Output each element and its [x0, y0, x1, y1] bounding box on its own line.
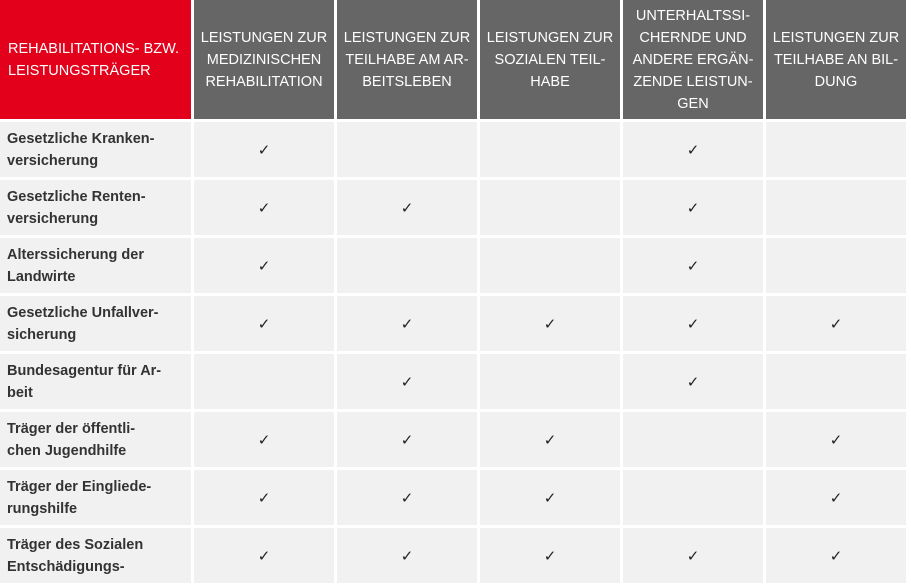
- check-icon: ✓: [480, 470, 620, 525]
- check-icon: ✓: [623, 122, 763, 177]
- row-label: Gesetzliche Unfallver- sicherung: [0, 296, 191, 351]
- check-icon: ✓: [194, 296, 334, 351]
- check-cell: [623, 412, 763, 467]
- table-row: [0, 528, 906, 583]
- check-icon: ✓: [480, 296, 620, 351]
- check-icon: ✓: [337, 412, 477, 467]
- check-cell: [766, 180, 906, 235]
- row-label: Träger des Sozialen Entschädigungs-: [0, 528, 191, 583]
- check-icon: ✓: [337, 180, 477, 235]
- check-icon: ✓: [623, 180, 763, 235]
- check-icon: ✓: [194, 122, 334, 177]
- table-row: [0, 470, 906, 525]
- check-icon: ✓: [623, 296, 763, 351]
- header-teilhabe-bildung: LEISTUNGEN ZUR TEILHABE AN BIL- DUNG: [766, 0, 906, 119]
- row-label: Träger der öffentli- chen Jugendhilfe: [0, 412, 191, 467]
- table-row: [0, 180, 906, 235]
- table-row: [0, 238, 906, 293]
- check-cell: [766, 238, 906, 293]
- row-label: Bundesagentur für Ar- beit: [0, 354, 191, 409]
- header-traeger: REHABILITATIONS- BZW. LEISTUNGSTRÄGER: [0, 0, 191, 119]
- check-icon: ✓: [337, 354, 477, 409]
- header-unterhaltssichernde-leistungen: UNTERHALTSSI- CHERNDE UND ANDERE ERGÄN- ZENDE LEISTUN- GEN: [623, 0, 763, 119]
- check-icon: ✓: [194, 470, 334, 525]
- row-label: Alterssicherung der Landwirte: [0, 238, 191, 293]
- check-icon: ✓: [194, 412, 334, 467]
- check-icon: ✓: [623, 238, 763, 293]
- check-cell: [480, 180, 620, 235]
- row-label: Gesetzliche Kranken- versicherung: [0, 122, 191, 177]
- check-icon: ✓: [766, 296, 906, 351]
- table-row: [0, 412, 906, 467]
- check-icon: ✓: [480, 528, 620, 583]
- row-label: Träger der Eingliede- rungshilfe: [0, 470, 191, 525]
- check-cell: [337, 238, 477, 293]
- header-medizinische-rehabilitation: LEISTUNGEN ZUR MEDIZINISCHEN REHABILITATION: [194, 0, 334, 119]
- check-icon: ✓: [623, 354, 763, 409]
- check-icon: ✓: [623, 528, 763, 583]
- check-cell: [766, 354, 906, 409]
- check-icon: ✓: [194, 238, 334, 293]
- check-cell: [766, 122, 906, 177]
- check-icon: ✓: [766, 470, 906, 525]
- header-soziale-teilhabe: LEISTUNGEN ZUR SOZIALEN TEIL- HABE: [480, 0, 620, 119]
- table-row: [0, 354, 906, 409]
- header-teilhabe-arbeitsleben: LEISTUNGEN ZUR TEILHABE AM AR- BEITSLEBEN: [337, 0, 477, 119]
- check-icon: ✓: [194, 180, 334, 235]
- check-icon: ✓: [480, 412, 620, 467]
- check-cell: [623, 470, 763, 525]
- header-row: [0, 0, 906, 119]
- check-icon: ✓: [337, 470, 477, 525]
- check-icon: ✓: [337, 528, 477, 583]
- table-row: [0, 122, 906, 177]
- check-cell: [480, 238, 620, 293]
- check-icon: ✓: [337, 296, 477, 351]
- check-cell: [480, 354, 620, 409]
- row-label: Gesetzliche Renten- versicherung: [0, 180, 191, 235]
- check-cell: [480, 122, 620, 177]
- check-icon: ✓: [766, 412, 906, 467]
- check-cell: [337, 122, 477, 177]
- check-icon: ✓: [194, 528, 334, 583]
- table-row: [0, 296, 906, 351]
- check-cell: [194, 354, 334, 409]
- check-icon: ✓: [766, 528, 906, 583]
